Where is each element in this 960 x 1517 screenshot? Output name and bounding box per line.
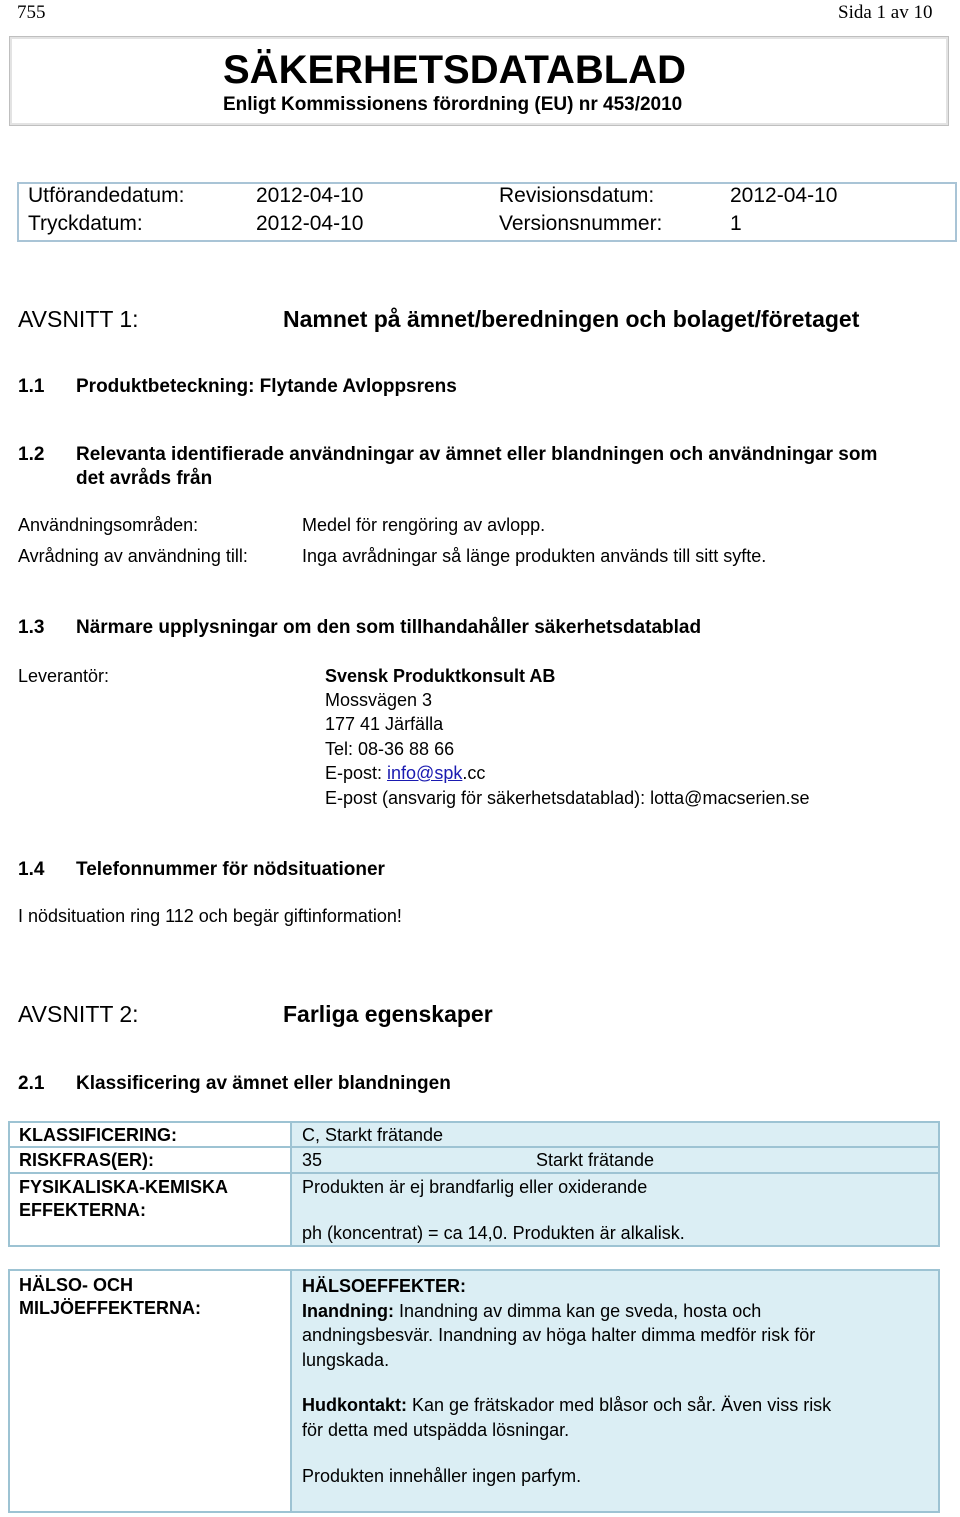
subsection-2-1-number: 2.1 [18, 1073, 45, 1094]
subsection-1-4-number: 1.4 [18, 859, 45, 880]
subsection-1-2-title-line1: Relevanta identifierade användningar av ämnet eller blandningen och användningar som [76, 444, 878, 465]
supplier-sds-email: E-post (ansvarig för säkerhetsdatablad): lotta@macserien.se [325, 788, 810, 808]
inhalation-label: Inandning: [302, 1300, 394, 1321]
skin-contact-label: Hudkontakt: [302, 1395, 407, 1416]
health-effects-table [8, 1269, 940, 1513]
perfume-statement: Produkten innehåller ingen parfym. [302, 1465, 582, 1486]
inhalation-text-line3: lungskada. [302, 1349, 390, 1370]
section-1-title: Namnet på ämnet/beredningen och bolaget/företaget [283, 306, 860, 332]
supplier-email-link[interactable]: info@spk [387, 763, 463, 783]
table-row [9, 1122, 939, 1147]
table-row [9, 1173, 939, 1246]
table-cell [291, 1122, 939, 1147]
subsection-1-3-number: 1.3 [18, 617, 45, 638]
supplier-name: Svensk Produktkonsult AB [325, 666, 556, 686]
supplier-phone: Tel: 08-36 88 66 [325, 739, 455, 759]
supplier-street: Mossvägen 3 [325, 690, 433, 710]
subsection-1-1-number: 1.1 [18, 376, 45, 397]
risk-phrase-code: 35 [302, 1150, 323, 1170]
health-label-line2: MILJÖEFFEKTERNA: [19, 1298, 201, 1318]
subsection-1-2-number: 1.2 [18, 444, 45, 465]
supplier-city: 177 41 Järfälla [325, 714, 444, 734]
subsection-1-4-title: Telefonnummer för nödsituationer [76, 859, 385, 880]
document-title: SÄKERHETSDATABLAD [223, 48, 686, 92]
supplier-email-suffix: .cc [462, 763, 486, 783]
skin-contact-text-line2: för detta med utspädda lösningar. [302, 1419, 570, 1440]
page-number: Sida 1 av 10 [838, 2, 933, 23]
document-subtitle: Enligt Kommissionens förordning (EU) nr 453/2010 [223, 94, 683, 115]
physchem-value-line1: Produkten är ej brandfarlig eller oxiderande [302, 1177, 648, 1197]
subsection-1-2-title-line2: det avråds från [76, 468, 213, 489]
subsection-1-3-title: Närmare upplysningar om den som tillhandahåller säkerhetsdatablad [76, 617, 702, 638]
table-row [9, 1147, 939, 1173]
emergency-text: I nödsituation ring 112 och begär giftinformation! [18, 906, 402, 926]
section-2-title: Farliga egenskaper [283, 1001, 493, 1027]
classification-table [8, 1121, 940, 1247]
table-cell [9, 1173, 291, 1246]
product-designation: Produktbeteckning: Flytande Avloppsrens [76, 376, 457, 397]
table-cell [291, 1173, 939, 1246]
table-cell [9, 1147, 291, 1173]
classification-value: C, Starkt frätande [302, 1125, 444, 1145]
table-row [9, 1270, 939, 1512]
inhalation-text-line1: Inandning av dimma kan ge sveda, hosta och [393, 1300, 762, 1321]
document-number: 755 [17, 2, 46, 23]
table-cell [9, 1270, 291, 1512]
physchem-value-line2: ph (koncentrat) = ca 14,0. Produkten är alkalisk. [302, 1223, 685, 1243]
skin-contact-text-line1: Kan ge frätskador med blåsor och sår. Även viss risk [407, 1395, 832, 1416]
supplier-label: Leverantör: [18, 666, 110, 686]
health-label-line1: HÄLSO- OCH [19, 1275, 133, 1295]
version-label: Versionsnummer: [499, 212, 663, 235]
physchem-label-line2: EFFEKTERNA: [19, 1200, 146, 1220]
table-cell [291, 1270, 939, 1512]
supplier-email-prefix: E-post: [325, 763, 388, 783]
physchem-label-line1: FYSIKALISKA-KEMISKA [19, 1177, 229, 1197]
revision-date-label: Revisionsdatum: [499, 184, 655, 207]
supplier-email [325, 763, 485, 784]
table-cell [9, 1122, 291, 1147]
table-cell [291, 1147, 939, 1173]
classification-label: KLASSIFICERING: [19, 1125, 178, 1145]
health-effects-heading: HÄLSOEFFEKTER: [302, 1276, 466, 1296]
advice-label: Avrådning av användning till: [18, 546, 248, 566]
risk-phrase-text: Starkt frätande [536, 1150, 655, 1170]
use-area-value: Medel för rengöring av avlopp. [302, 515, 546, 535]
section-2-label: AVSNITT 2: [18, 1001, 139, 1027]
revision-date-value: 2012-04-10 [730, 184, 838, 207]
advice-value: Inga avrådningar så länge produkten används till sitt syfte. [302, 546, 767, 566]
version-value: 1 [730, 212, 742, 235]
risk-phrase-label: RISKFRAS(ER): [19, 1150, 154, 1170]
print-date-label: Tryckdatum: [28, 212, 143, 235]
executed-date-value: 2012-04-10 [256, 184, 364, 207]
print-date-value: 2012-04-10 [256, 212, 364, 235]
inhalation-text-line2: andningsbesvär. Inandning av höga halter dimma medför risk för [302, 1325, 816, 1346]
executed-date-label: Utförandedatum: [28, 184, 185, 207]
subsection-2-1-title: Klassificering av ämnet eller blandningen [76, 1073, 451, 1094]
use-area-label: Användningsområden: [18, 515, 199, 535]
section-1-label: AVSNITT 1: [18, 306, 139, 332]
